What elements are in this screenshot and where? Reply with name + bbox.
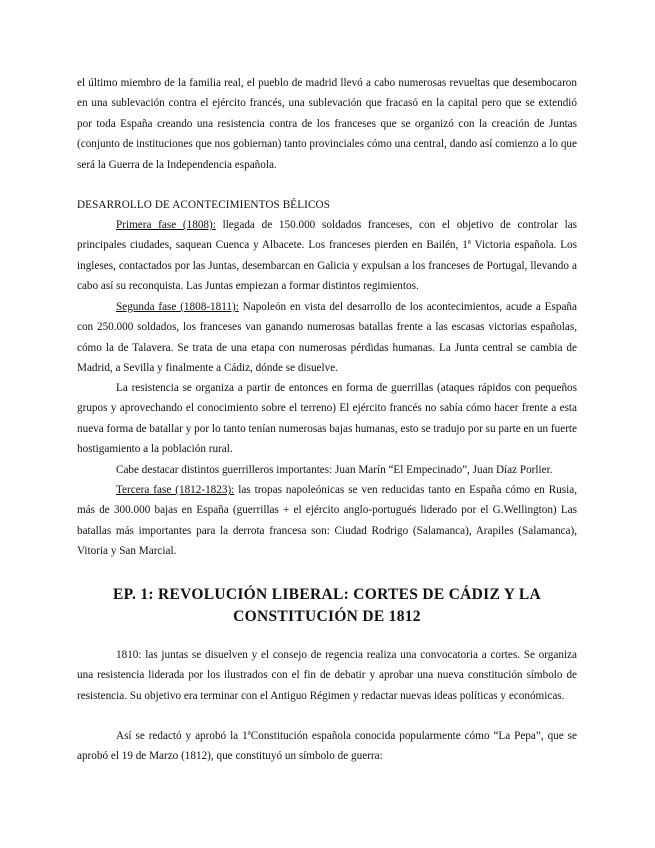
section-heading: DESARROLLO DE ACONTECIMIENTOS BÉLICOS [77,199,331,211]
phase-1-text: llegada de 150.000 soldados franceses, con el objetivo de controlar las principales ciudades, saquean Cuenca y Albacete. Los franceses pierden en Bailén, 1ª Victoria española. Los ingleses, contactados por las Juntas, desembarcan en Galicia y expulsan a los franceses de Portugal, llevando a cabo así su reconquista. Las Juntas empiezan a formar distintos regimientos. [77,219,578,293]
guerrilleros-paragraph: Cabe destacar distintos guerrilleros importantes: Juan Marín “El Empecinado”, Juan Díaz Porlier. [116,464,553,476]
guerrilla-paragraph: La resistencia se organiza a partir de entonces en forma de guerrillas (ataques rápidos con pequeños grupos y aprovechando el conocimiento sobre el terreno) El ejército francés no sabía cómo hacer frente a esta nueva forma de batallar y por lo tanto tenían numerosas bajas humanas, esto se tradujo por su parte en un fuerte hostigamiento a la población rural. [77,382,577,456]
phase-3-label: Tercera fase (1812-1823): [116,484,235,496]
chapter-paragraph-1: 1810: las juntas se disuelven y el consejo de regencia realiza una convocatoria a cortes. Se organiza una resistencia liderada por los ilustrados con el fin de debatir y aprobar una nueva constitución símbolo de resistencia. Su objetivo era terminar con el Antiguo Régimen y redactar nuevas ideas políticas y económicas. [77,649,577,702]
chapter-paragraph-2: Así se redactó y aprobó la 1ªConstitución española conocida popularmente cómo “La Pepa”, que se aprobó el 19 de Marzo (1812), que constituyó un símbolo de guerra: [77,730,577,763]
chapter-title [77,584,577,628]
phase-3-paragraph [77,480,577,562]
phase-1-paragraph [77,215,577,297]
phase-2-text: Napoleón en vista del desarrollo de los acontecimientos, acude a España con 250.000 soldados, los franceses van ganando numerosas batallas frente a las escasas victorias españolas, cómo la de Talavera. Se trata de una etapa con numerosas pérdidas humanas. La Junta central se cambia de Madrid, a Sevilla y finalmente a Cádiz, dónde se disuelve. [77,301,577,375]
chapter-title-line-1: EP. 1: REVOLUCIÓN LIBERAL: CORTES DE CÁDIZ Y LA [113,586,541,603]
phase-2-label: Segunda fase (1808-1811): [116,301,239,313]
phase-3-text: las tropas napoleónicas se ven reducidas tanto en España cómo en Rusia, más de 300.000 bajas en España (guerrillas + el ejército anglo-portugués liderado por el G.Wellington) Las batallas más importantes para la derrota francesa son: Ciudad Rodrigo (Salamanca), Arapiles (Salamanca), Vitoria y San Marcial. [77,484,577,558]
phase-1-label: Primera fase (1808): [116,219,216,231]
chapter-title-line-2: CONSTITUCIÓN DE 1812 [233,608,421,625]
phase-2-paragraph [77,297,577,379]
intro-paragraph: el último miembro de la familia real, el pueblo de madrid llevó a cabo numerosas revueltas que desembocaron en una sublevación contra el ejército francés, una sublevación que fracasó en la capital pero que se extendió por toda España creando una resistencia contra de los franceses que se organizó con la creación de Juntas (conjunto de instituciones que nos gobiernan) tanto provinciales cómo una central, dando así comienzo a lo que será la Guerra de la Independencia española. [77,77,577,171]
